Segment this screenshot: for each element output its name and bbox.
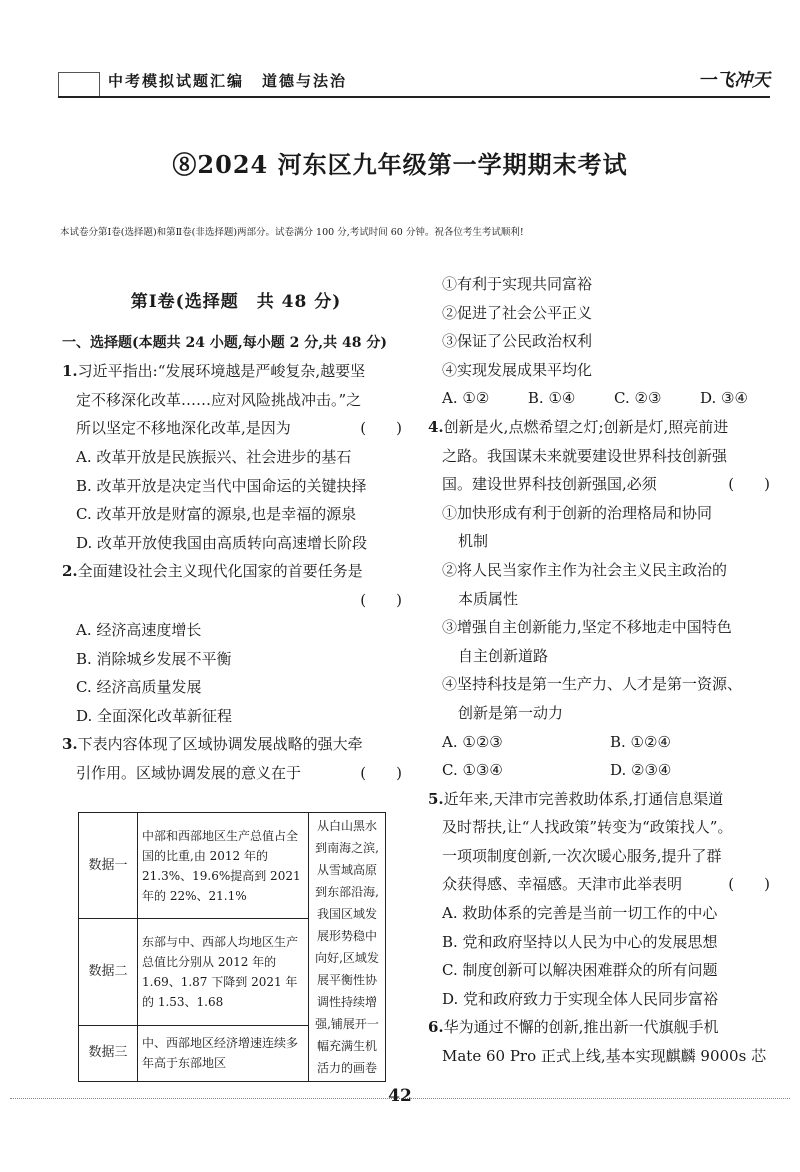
q6-stem-line2: Mate 60 Pro 正式上线,基本实现麒麟 9000s 芯	[442, 1047, 767, 1066]
q4-choice-2-cont: 本质属性	[458, 589, 519, 608]
q5-stem-line3: 一项项制度创新,一次次暖心服务,提升了群	[442, 846, 722, 865]
q1-option-d: D. 改革开放使我国由高质转向高速增长阶段	[76, 533, 368, 552]
left-column	[62, 288, 410, 788]
q4-choice-1-cont: 机制	[458, 532, 489, 551]
q1-stem-line3: 所以坚定不移地深化改革,是因为 ( )	[62, 414, 410, 443]
q4-stem: 4.创新是火,点燃希望之灯;创新是灯,照亮前进	[428, 417, 729, 436]
page-number: 42	[388, 1086, 412, 1106]
q4-choice-4: ④坚持科技是第一生产力、人才是第一资源、	[442, 675, 743, 694]
q3-stem: 3.下表内容体现了区域协调发展战略的强大牵	[62, 735, 363, 754]
subject-title: 道德与法治	[262, 72, 348, 90]
row-text: 中部和西部地区生产总值占全国的比重,由 2012 年的 21.3%、19.6%提高到 2021 年的 22%、21.1%	[138, 813, 309, 919]
row-text: 东部与中、西部人均地区生产总值比分别从 2012 年的 1.69、1.87 下降到 2021 年的 1.53、1.68	[138, 919, 309, 1025]
q3-stem-line2: 引作用。区域协调发展的意义在于 ( )	[62, 759, 410, 788]
q2-number: 2.	[62, 562, 78, 581]
option-a: A. ①②③	[442, 732, 503, 751]
row-label: 数据二	[79, 919, 138, 1025]
q2-option-b: B. 消除城乡发展不平衡	[76, 649, 232, 668]
answer-blank: ( )	[728, 875, 770, 894]
row-label: 数据三	[79, 1025, 138, 1081]
answer-blank: ( )	[728, 475, 770, 494]
q3-number: 3.	[62, 735, 78, 754]
q4-choice-3-cont: 自主创新道路	[458, 646, 549, 665]
option-d: D. ②③④	[610, 761, 672, 780]
right-column	[428, 270, 778, 1071]
q1-stem: 1.习近平指出:“发展环境越是严峻复杂,越要坚	[62, 362, 366, 381]
q5-stem-line2: 及时帮扶,让“人找政策”转变为“政策找人”。	[442, 818, 733, 837]
running-header	[108, 70, 347, 91]
q3-choice-3: ③保证了公民政治权利	[442, 332, 593, 351]
option-d: D. ③④	[700, 389, 748, 408]
q3-options	[428, 384, 778, 413]
q1-option-b: B. 改革开放是决定当代中国命运的关键抉择	[76, 476, 367, 495]
q2-option-d: D. 全面深化改革新征程	[76, 706, 233, 725]
q2-option-c: C. 经济高质量发展	[76, 678, 202, 697]
answer-blank: ( )	[360, 419, 402, 438]
q5-stem: 5.近年来,天津市完善救助体系,打通信息渠道	[428, 789, 724, 808]
q4-options-row1	[428, 728, 778, 757]
page-title: ⑧2024 河东区九年级第一学期期末考试	[172, 150, 628, 179]
option-c: C. ②③	[614, 389, 662, 408]
q5-option-d: D. 党和政府致力于实现全体人民同步富裕	[442, 989, 719, 1008]
q1-number: 1.	[62, 362, 78, 381]
q5-option-a: A. 救助体系的完善是当前一切工作的中心	[442, 904, 718, 923]
table-row	[79, 813, 386, 919]
option-b: B. ①④	[527, 389, 576, 408]
section-title: 第Ⅰ卷(选择题 共 48 分)	[130, 292, 342, 312]
q3-choice-2: ②促进了社会公平正义	[442, 303, 593, 322]
answer-blank: ( )	[360, 763, 402, 782]
q3-data-table	[78, 812, 386, 1082]
series-title: 中考模拟试题汇编	[108, 72, 245, 90]
q5-option-c: C. 制度创新可以解决困难群众的所有问题	[442, 961, 718, 980]
q4-choice-3: ③增强自主创新能力,坚定不移地走中国特色	[442, 618, 732, 637]
q2-paren-line	[62, 586, 410, 616]
q5-option-b: B. 党和政府坚持以人民为中心的发展思想	[442, 932, 718, 951]
option-b: B. ①②④	[610, 732, 671, 751]
q5-stem-line4: 众获得感、幸福感。天津市此举表明 ( )	[428, 870, 778, 899]
q4-stem-line3: 国。建设世界科技创新强国,必须 ( )	[428, 470, 778, 499]
q4-choice-1: ①加快形成有利于创新的治理格局和协同	[442, 503, 713, 522]
q2-stem: 2.全面建设社会主义现代化国家的首要任务是	[62, 562, 363, 581]
summary-cell: 从白山黑水到南海之滨,从雪域高原到东部沿海,我国区域发展形势稳中向好,区域发展平衡性协调性持续增强,铺展开一幅充满生机活力的画卷	[309, 813, 386, 1082]
q6-stem: 6.华为通过不懈的创新,推出新一代旗舰手机	[428, 1018, 719, 1037]
row-text: 中、西部地区经济增速连续多年高于东部地区	[138, 1025, 309, 1081]
option-c: C. ①③④	[442, 761, 503, 780]
q4-choice-2: ②将人民当家作主作为社会主义民主政治的	[442, 560, 728, 579]
q1-stem-line2: 定不移深化改革……应对风险挑战冲击。”之	[76, 390, 362, 409]
q4-stem-line2: 之路。我国谋未来就要建设世界科技创新强	[442, 446, 728, 465]
header-rule	[58, 96, 770, 98]
exam-instructions: 本试卷分第Ⅰ卷(选择题)和第Ⅱ卷(非选择题)两部分。试卷满分 100 分,考试时间 60 分钟。祝各位考生考试顺利!	[60, 227, 524, 238]
q3-choice-4: ④实现发展成果平均化	[442, 360, 593, 379]
row-label: 数据一	[79, 813, 138, 919]
q1-option-a: A. 改革开放是民族振兴、社会进步的基石	[76, 447, 352, 466]
brand-logo: 一飞冲天	[698, 70, 770, 91]
part-heading: 一、选择题(本题共 24 小题,每小题 2 分,共 48 分)	[62, 334, 387, 351]
q4-number: 4.	[428, 417, 444, 436]
q5-number: 5.	[428, 789, 444, 808]
q6-number: 6.	[428, 1018, 444, 1037]
q4-choice-4-cont: 创新是第一动力	[458, 703, 564, 722]
q1-option-c: C. 改革开放是财富的源泉,也是幸福的源泉	[76, 505, 357, 524]
option-a: A. ①②	[442, 389, 490, 408]
answer-blank: ( )	[360, 590, 402, 609]
q2-option-a: A. 经济高速度增长	[76, 620, 202, 639]
q4-options-row2	[428, 756, 778, 785]
q3-choice-1: ①有利于实现共同富裕	[442, 275, 593, 293]
header-logo-box	[58, 72, 100, 97]
